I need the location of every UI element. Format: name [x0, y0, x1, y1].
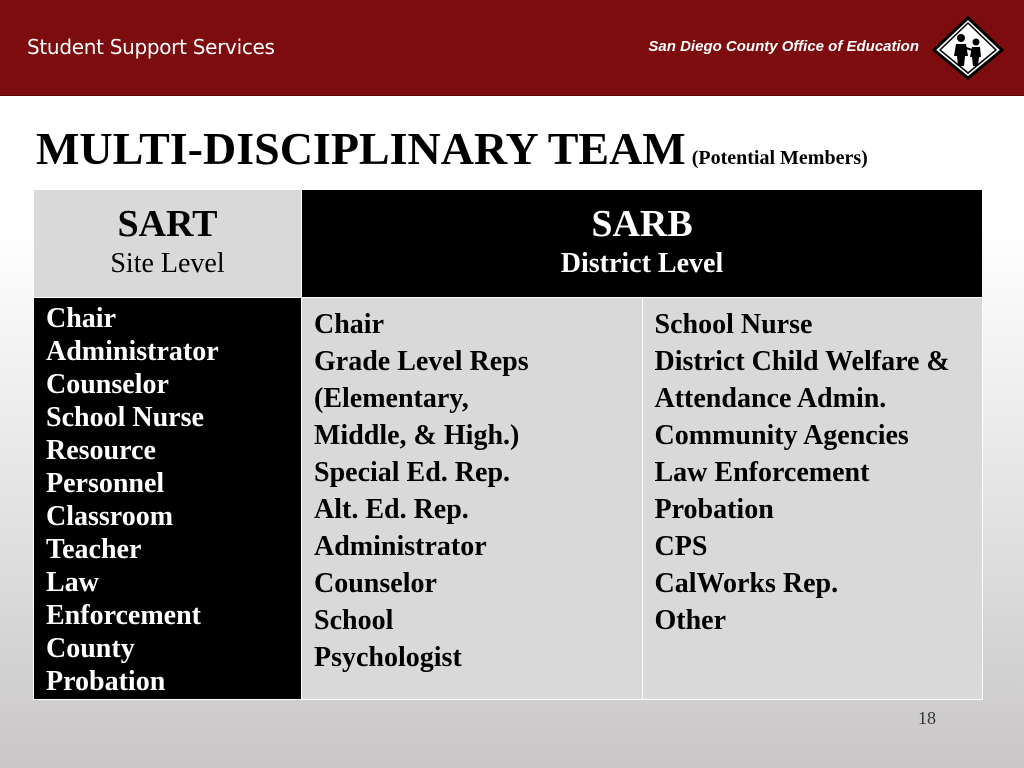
list-item: Community Agencies — [654, 420, 909, 451]
list-item: CPS — [654, 531, 708, 562]
header-bar — [0, 0, 1024, 96]
list-item: Resource — [46, 435, 156, 466]
list-item: Counselor — [314, 568, 437, 599]
list-item: Classroom — [46, 501, 174, 532]
list-item: Law — [46, 567, 99, 598]
sart-heading: SART — [117, 203, 218, 245]
table-body-row — [34, 298, 983, 700]
list-item: Chair — [314, 309, 384, 340]
page-number: 18 — [918, 708, 936, 728]
list-item: Grade Level Reps — [314, 346, 529, 377]
table-header-row — [34, 190, 983, 298]
list-item: School Nurse — [654, 309, 813, 340]
school-children-crossing-icon — [932, 16, 1004, 80]
list-item: Probation — [654, 494, 774, 525]
sarb-heading: SARB — [591, 203, 693, 245]
list-item: Personnel — [46, 468, 165, 499]
list-item: School — [314, 605, 394, 636]
sart-header — [34, 190, 302, 298]
list-item: District Child Welfare & — [654, 346, 950, 377]
sart-members — [34, 298, 302, 700]
list-item: Middle, & High.) — [314, 420, 520, 451]
list-item: Administrator — [46, 336, 219, 367]
list-item: County — [46, 633, 135, 664]
list-item: Attendance Admin. — [654, 383, 887, 414]
list-item: Alt. Ed. Rep. — [314, 494, 469, 525]
list-item: Special Ed. Rep. — [314, 457, 511, 488]
list-item: Law Enforcement — [654, 457, 870, 488]
title-main: MULTI-DISCIPLINARY TEAM — [36, 123, 686, 174]
sarb-header — [302, 190, 983, 298]
list-item: (Elementary, — [314, 383, 469, 414]
list-item: Chair — [46, 303, 116, 334]
list-item: Administrator — [314, 531, 487, 562]
section-title: Student Support Services — [27, 35, 275, 59]
list-item: Psychologist — [314, 642, 462, 673]
list-item: Counselor — [46, 369, 169, 400]
team-table — [33, 189, 983, 700]
list-item: Other — [654, 605, 727, 636]
title-subtitle: (Potential Members) — [691, 147, 868, 169]
sarb-members-col1 — [302, 298, 643, 700]
organization-name: San Diego County Office of Education — [648, 38, 919, 55]
list-item: School Nurse — [46, 402, 204, 433]
sarb-members-col2 — [642, 298, 983, 700]
sart-level: Site Level — [110, 248, 225, 279]
list-item: Teacher — [46, 534, 142, 565]
page-title — [36, 122, 868, 175]
list-item: Enforcement — [46, 600, 201, 631]
sarb-level: District Level — [560, 248, 724, 279]
list-item: Probation — [46, 666, 166, 697]
list-item: CalWorks Rep. — [654, 568, 839, 599]
